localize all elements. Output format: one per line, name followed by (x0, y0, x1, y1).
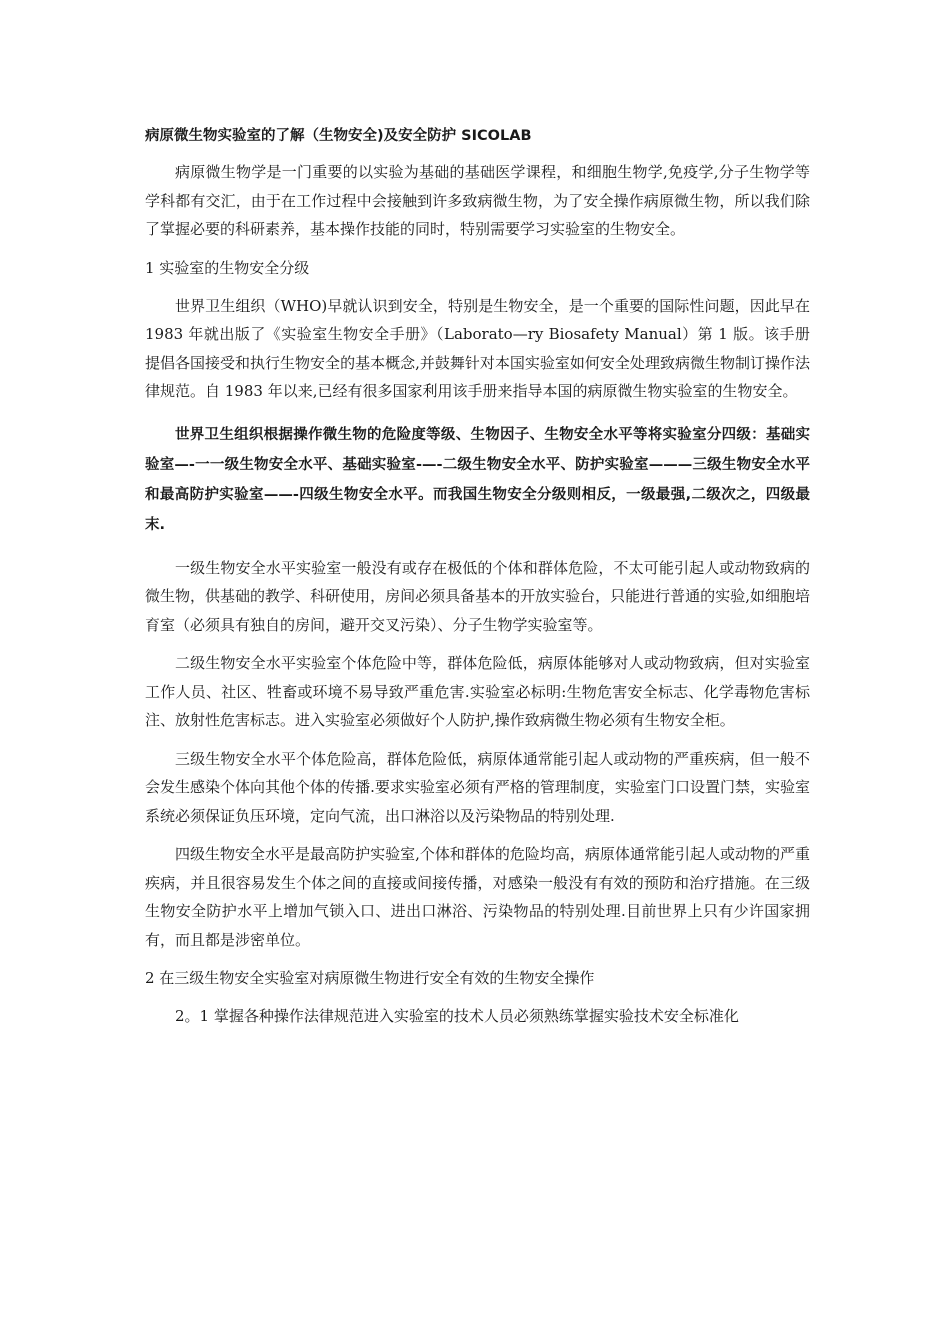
document-title: 病原微生物实验室的了解（生物安全)及安全防护 SICOLAB (145, 128, 532, 144)
level-2-paragraph: 二级生物安全水平实验室个体危险中等，群体危险低，病原体能够对人或动物致病，但对实验室工作人员、社区、牲畜或环境不易导致严重危害.实验室必标明:生物危害安全标志、化学毒物危害标注、放射性危害标志。进入实验室必须做好个人防护,操作致病微生物必须有生物安全柜。 (145, 654, 810, 729)
subsection-2-1-paragraph: 2。1 掌握各种操作法律规范进入实验室的技术人员必须熟练掌握实验技术安全标准化 (175, 1007, 739, 1025)
document-page (145, 122, 810, 1031)
section-1-heading: 1 实验室的生物安全分级 (145, 258, 310, 277)
section-2-heading: 2 在三级生物安全实验室对病原微生物进行安全有效的生物安全操作 (145, 969, 595, 987)
level-4-paragraph: 四级生物安全水平是最高防护实验室,个体和群体的危险均高，病原体通常能引起人或动物的严重疾病，并且很容易发生个体之间的直接或间接传播，对感染一般没有有效的预防和治疗措施。在三级生物安全防护水平上增加气锁入口、进出口淋浴、污染物品的特别处理.目前世界上只有少许国家拥有，而且都是涉密单位。 (145, 845, 810, 949)
classification-paragraph: 世界卫生组织根据操作微生物的危险度等级、生物因子、生物安全水平等将实验室分四级：基础实验室—-一一级生物安全水平、基础实验室-—-二级生物安全水平、防护实验室———三级生物安全水平和最高防护实验室——-四级生物安全水平。而我国生物安全分级则相反，一级最强,二级次之，四级最末. (145, 426, 810, 533)
intro-paragraph: 病原微生物学是一门重要的以实验为基础的基础医学课程，和细胞生物学,免疫学,分子生物学等学科都有交汇，由于在工作过程中会接触到许多致病微生物，为了安全操作病原微生物，所以我们除了掌握必要的科研素养，基本操作技能的同时，特别需要学习实验室的生物安全。 (145, 163, 810, 238)
who-paragraph: 世界卫生组织（WHO)早就认识到安全，特别是生物安全，是一个重要的国际性问题，因此早在 1983 年就出版了《实验室生物安全手册》（Laborato—ry Biosafety Manual）第 1 版。该手册提倡各国接受和执行生物安全的基本概念,并鼓舞针对本国实验室如何安全处理致病微生物制订操作法律规范。自 1983 年以来,已经有很多国家利用该手册来指导本国的病原微生物实验室的生物安全。 (145, 296, 810, 400)
level-1-paragraph: 一级生物安全水平实验室一般没有或存在极低的个体和群体危险，不太可能引起人或动物致病的微生物，供基础的教学、科研使用，房间必须具备基本的开放实验台，只能进行普通的实验,如细胞培育室（必须具有独自的房间，避开交叉污染）、分子生物学实验室等。 (145, 558, 810, 634)
level-3-paragraph: 三级生物安全水平个体危险高，群体危险低，病原体通常能引起人或动物的严重疾病，但一般不会发生感染个体向其他个体的传播.要求实验室必须有严格的管理制度，实验室门口设置门禁，实验室系统必须保证负压环境，定向气流，出口淋浴以及污染物品的特别处理. (145, 749, 810, 825)
